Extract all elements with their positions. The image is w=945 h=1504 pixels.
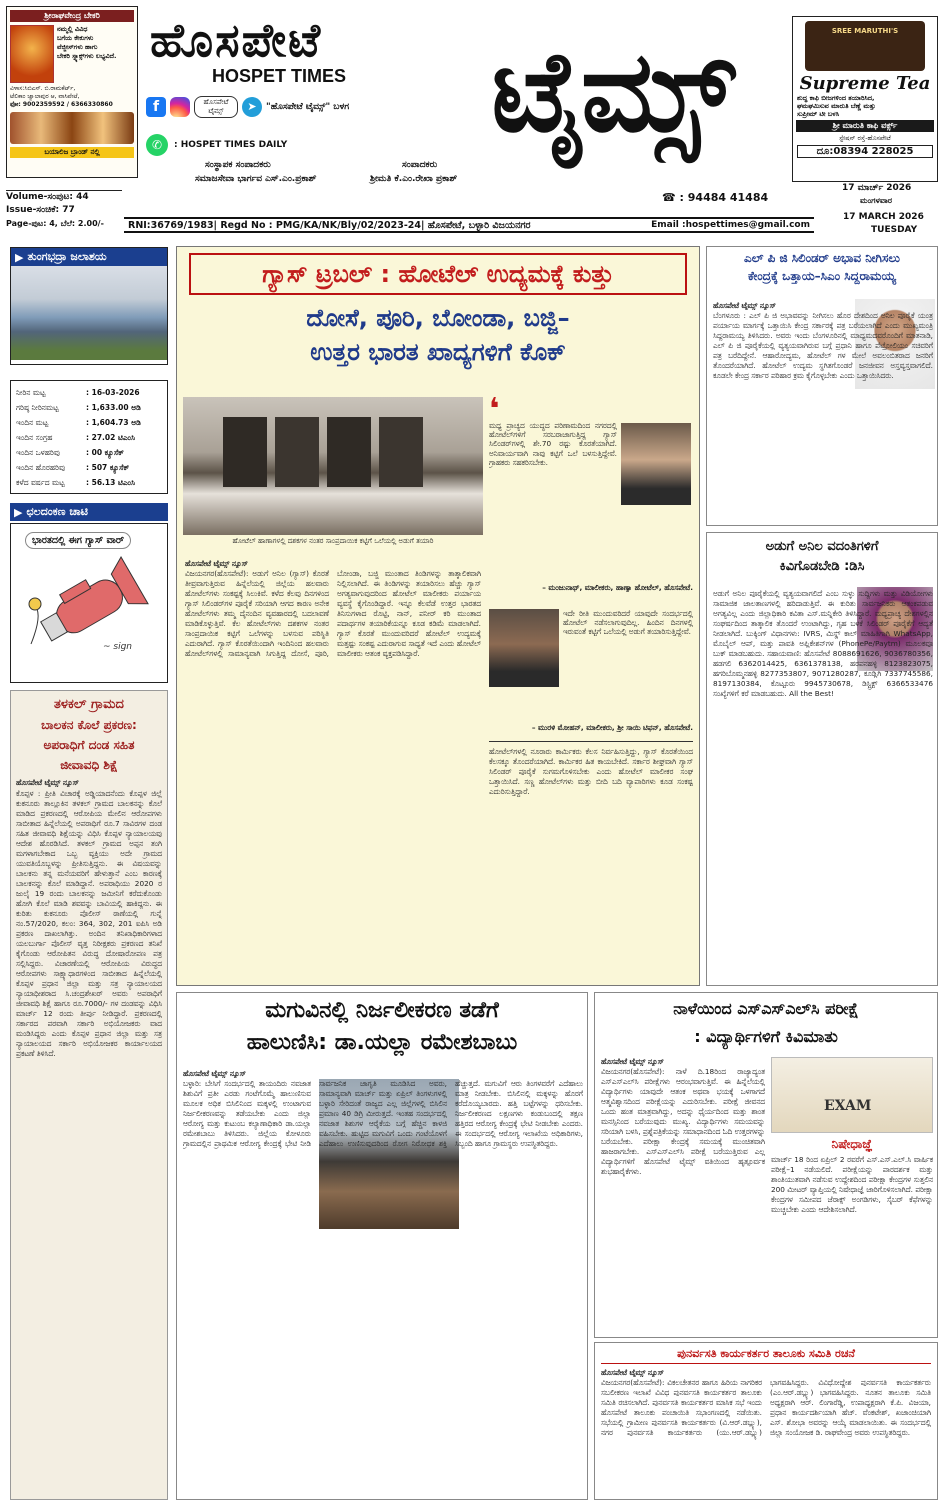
main-story-body: ವಿಜಯನಗರ(ಹೊಸಪೇಟೆ): ಅಡುಗೆ ಅನಿಲ (ಗ್ಯಾಸ್) ಕೊರತೆ ತೀವ್ರವಾಗುತ್ತಿರುವ ಹಿನ್ನೆಲೆಯಲ್ಲಿ ಜಿಲ್ಲೆಯ ಹಲವಾರು ಹೋಟೆಲ್‌ಗಳು ಸಂಕಷ್ಟಕ್ಕೆ ಸಿಲುಕಿವೆ. ಕಳೆದ ಕೆಲವು ದಿನಗಳಿಂದ ಗ್ಯಾಸ್ ಸಿಲಿಂಡರ್‌ಗಳ ಪೂರೈಕೆ ಸರಿಯಾಗಿ ಆಗದ ಕಾರಣ ಅನೇಕ ಹೋಟೆಲ್‌ಗಳು ತಮ್ಮ ದೈನಂದಿನ ವ್ಯವಹಾರದಲ್ಲಿ ಬದಲಾವಣೆ ಮಾಡಿಕೊಳ್ಳುತ್ತಿವೆ. ಕೆಲ ಹೋಟೆಲ್‌ಗಳು ದಶಕಗಳ ನಂತರ ಸಾಂಪ್ರದಾಯಿಕ ಕಟ್ಟಿಗೆ ಒಲೆಗಳನ್ನು ಬಳಸುವ ಪರಿಸ್ಥಿತಿ ಎದುರಾಗಿದೆ. ಗ್ಯಾಸ್ ಕೊರತೆಯಿಂದಾಗಿ ಇಂದಿನಿಂದ ಹಲವಾರು ಹೋಟೆಲ್‌ಗಳಲ್ಲಿ ಸಾಮಾನ್ಯವಾಗಿ ಸಿಗುತ್ತಿದ್ದ ದೋಸೆ, ಪೂರಿ, ಬೋಂಡಾ, ಬಜ್ಜಿ ಮುಂತಾದ ತಿಂಡಿಗಳನ್ನು ತಾತ್ಕಾಲಿಕವಾಗಿ ನಿಲ್ಲಿಸಲಾಗಿದೆ. ಈ ತಿಂಡಿಗಳನ್ನು ತಯಾರಿಸಲು ಹೆಚ್ಚು ಗ್ಯಾಸ್ ಅಗತ್ಯವಾಗುವುದರಿಂದ ಹೋಟೆಲ್ ಮಾಲೀಕರು ಪರ್ಯಾಯ ವ್ಯವಸ್ಥೆ ಕೈಗೊಂಡಿದ್ದಾರೆ. ಇನ್ನೂ ಕೆಲವೆಡೆ ಉತ್ತರ ಭಾರತದ ತಿನಿಸುಗಳಾದ ರೊಟ್ಟಿ, ನಾನ್, ಪನೀರ್ ಕರಿ ಮುಂತಾದ ಪದಾರ್ಥಗಳ ತಯಾರಿಕೆಯನ್ನೂ ಕೂಡ ಕಡಿಮೆ ಮಾಡಲಾಗಿದೆ. ಗ್ಯಾಸ್ ಕೊರತೆ ಮುಂದುವರಿದರೆ ಹೋಟೆಲ್ ಉದ್ಯಮಕ್ಕೆ ಮತ್ತಷ್ಟು ಸಂಕಷ್ಟ ಎದುರಾಗುವ ಸಾಧ್ಯತೆ ಇದೆ ಎಂದು ಹೋಟೆಲ್ ಮಾಲೀಕರು ಆತಂಕ ವ್ಯಕ್ತಪಡಿಸಿದ್ದಾರೆ. [185,569,481,658]
dam-box [10,247,168,365]
dam-stat-row [16,385,162,400]
dc-story [706,532,938,986]
left-story-h2: ಬಾಲಕನ ಕೊಲೆ ಪ್ರಕರಣ: [41,718,137,732]
facebook-icon[interactable]: f [146,97,166,117]
main-story [176,246,700,986]
day-kannada: ಮಂಗಳವಾರ [860,196,893,205]
main-headline: ಗ್ಯಾಸ್ ಟ್ರಬಲ್ : ಹೋಟೆಲ್ ಉದ್ಯಮಕ್ಕೆ ಕುತ್ತು [189,253,687,295]
left-story-byline: ಹೊಸಪೇಟೆ ಟೈಮ್ಸ್ ನ್ಯೂಸ್ [16,778,79,787]
dam-stat-label: ಗರಿಷ್ಠ ನೀರಿನಮಟ್ಟ [16,403,59,412]
telegram-icon[interactable]: ➤ [242,97,262,117]
prohibition-body: ಮಾರ್ಚ್ 18 ರಿಂದ ಏಪ್ರಿಲ್ 2 ರವರೆಗೆ ಎಸ್.ಎಸ್.ಎಲ್.ಸಿ ವಾರ್ಷಿಕ ಪರೀಕ್ಷೆ–1 ನಡೆಯಲಿದೆ. ಪರೀಕ್ಷೆಯನ್ನು ಪಾರದರ್ಶಕ ಮತ್ತು ಶಾಂತಿಯುತವಾಗಿ ನಡೆಸುವ ಉದ್ದೇಶದಿಂದ ಪರೀಕ್ಷಾ ಕೇಂದ್ರಗಳ ಸುತ್ತಲಿನ 200 ಮೀಟರ್ ವ್ಯಾಪ್ತಿಯಲ್ಲಿ ನಿಷೇಧಾಜ್ಞೆ ಜಾರಿಗೊಳಿಸಲಾಗಿದೆ. ಪರೀಕ್ಷಾ ಕೇಂದ್ರಗಳ ಸಮೀಪದ ಜೆರಾಕ್ಸ್ ಅಂಗಡಿಗಳು, ಸೈಬರ್ ಕೆಫೆಗಳನ್ನು ಮುಚ್ಚಬೇಕು ಎಂದು ಆದೇಶಿಸಲಾಗಿದೆ. [771,1155,933,1214]
social-row-2 [146,134,287,156]
quote1-name: – ಮಂಜುನಾಥ್, ಮಾಲೀಕರು, ಹಾಣ್ಯಾ ಹೋಟೆಲ್, ಹೊಸಪೇಟೆ. [542,583,693,592]
bakery-ad-line: ವೆಜ್ಜೀಸ್‌ಗಳು ಹಾಗು [57,43,98,51]
dam-stat-label: ಇಂದಿನ ಒಳಹರಿವು [16,448,60,457]
issue-number: Issue-ಸಂಚಿಕೆ: 77 [6,205,75,215]
date-english: 17 MARCH 2026 [843,212,924,222]
gas-stove-photo [183,397,483,535]
photo-caption: ಹೋಟೆಲ್ ಹಾಣಾಗಳಲ್ಲಿ ದಶಕಗಳ ನಂತರ ಸಾಂಪ್ರದಾಯಿಕ ಕಟ್ಟಿಗೆ ಒಲೆಯಲ್ಲಿ ಅಡುಗೆ ತಯಾರಿ [232,537,434,545]
dam-stat-label: ಇಂದಿನ ಸಂಗ್ರಹ [16,433,53,442]
quote2-name: – ಮುರಳಿ ಮೋಹನ್, ಮಾಲೀಕರು, ಶ್ರೀ ಸಾಯಿ ಟಿಫನ್, ಹೊಸಪೇಟೆ. [531,723,693,732]
dc-story-h2: ಕಿವಿಗೊಡಬೇಡಿ :ಡಿಸಿ [779,559,865,574]
cm-story-body: ಬೆಂಗಳೂರು : ಎಲ್ ಪಿ ಜಿ ಅಭಾವವನ್ನು ನೀಗಿಸಲು ಹೊರ ದೇಶದಿಂದ ಅನಿಲ ಪೂರೈಕೆ ಯಂತ್ರ ಪರ್ಯಾಯ ಮಾರ್ಗಕ್ಕೆ ಒತ್ತಾಯಿಸಿ ಕೇಂದ್ರ ಸರ್ಕಾರಕ್ಕೆ ಪತ್ರ ಬರೆಯಲಾಗಿದೆ ಎಂದು ಮುಖ್ಯಮಂತ್ರಿ ಸಿದ್ದರಾಮಯ್ಯ ತಿಳಿಸಿದರು. ಅವರು ಇಂದು ಬೆಂಗಳೂರಿನಲ್ಲಿ ಮಾಧ್ಯಮದವರೊಂದಿಗೆ ಮಾತನಾಡಿ, ಎಲ್ ಪಿ ಜಿ ಪೂರೈಕೆಯಲ್ಲಿ ವ್ಯತ್ಯಯವಾಗಿರುವ ಬಗ್ಗೆ ಪ್ರಧಾನಿ ಹಾಗೂ ಪೆಟ್ರೋಲಿಯಂ ಸಚಿವರಿಗೆ ಪತ್ರ ಬರೆದಿದ್ದೇನೆ. ಆಹಾರೋದ್ಯಮ, ಹೋಟೆಲ್ ಗಳ ಮೇಲೆ ಅವಲಂಬಿತರಾದ ಜನರಿಗೆ ತೊಂದರೆಯಾಗಿದೆ. ಹೋಟೆಲ್ ಉದ್ಯಮ ಸ್ಥಗಿತಗೊಂಡರೆ ಜನಜೀವನ ಅಸ್ತವ್ಯಸ್ತವಾಗಲಿದೆ. ಕೂಡಲೇ ಕೇಂದ್ರ ಸರ್ಕಾರ ಪರಿಹಾರ ಕ್ರಮ ಕೈಗೊಳ್ಳಬೇಕು ಎಂದು ಒತ್ತಾಯಿಸಿದರು. [713,311,933,380]
deity-image [10,25,54,83]
bakery-ad-line: ಫೋ: 9002359592 / 6366330860 [10,101,113,108]
arrow-right-icon: ▶ [15,250,24,264]
doctor-story [176,992,588,1500]
bakery-ad-line: ನಮ್ಮಲ್ಲಿ ವಿವಿಧ [57,25,88,33]
cartoon-title-text: ಛಲದಂಕಣ ಚಾಟಿ [26,505,88,518]
tea-shop-name: ಶ್ರೀ ಮಾರುತಿ ಕಾಫಿ ವರ್ಕ್ಸ್ [796,120,934,132]
main-subheadline-2: ಉತ್ತರ ಭಾರತ ಖಾದ್ಯಗಳಿಗೆ ಕೊಕ್ [310,338,566,366]
sslc-story-byline: ಹೊಸಪೇಟೆ ಟೈಮ್ಸ್ ನ್ಯೂಸ್ [601,1057,664,1066]
owner2-photo [489,609,559,687]
title-kannada-small: ಹೊಸಪೇಟೆ [150,13,323,67]
tea-ad-line: ಶುದ್ಧ ಕಾಫಿ ಬೀಜಗಳಿಂದ ತಯಾರಿಸಿದ, [797,94,875,102]
tea-ad-line: ಸುಪ್ರೀಮ್ ಟೀ ಬಳಸಿ [797,110,840,118]
registration-bar [124,217,814,233]
dam-stats-table [10,380,168,494]
day-english: TUESDAY [871,225,918,235]
left-story-h4: ಜೀವಾವಧಿ ಶಿಕ್ಷೆ [60,758,118,772]
dam-stat-label: ಇಂದಿನ ಮಟ್ಟ [16,418,49,427]
tea-shop-address: ಸ್ಟೇಷನ್ ರಸ್ತೆ-ಹೊಸಪೇಟೆ [839,134,891,142]
exam-illustration [771,1057,933,1133]
cm-story-h1: ಎಲ್ ಪಿ ಜಿ ಸಿಲಿಂಡರ್ ಅಭಾವ ನೀಗಿಸಲು [744,251,900,265]
left-story-h3: ಅಪರಾಧಿಗೆ ದಂಡ ಸಹಿತ [43,738,135,752]
left-bakery-ad [6,6,138,178]
dam-stat-row [16,415,162,430]
bakery-ad-title: ಶ್ರೀರಾಘವೇಂದ್ರ ಬೇಕರಿ [10,10,134,22]
title-kannada-big: ಟೈಮ್ಸ್ [491,27,735,157]
sslc-story-body: ವಿಜಯನಗರ(ಹೊಸಪೇಟೆ): ನಾಳೆ ದಿ.18ರಿಂದ ರಾಜ್ಯಾದ್ಯಂತ ಎಸ್‌ಎಸ್‌ಎಲ್‌ಸಿ ಪರೀಕ್ಷೆಗಳು ಆರಂಭವಾಗುತ್ತಿವೆ. ಈ ಹಿನ್ನೆಲೆಯಲ್ಲಿ ವಿದ್ಯಾರ್ಥಿಗಳು ಯಾವುದೇ ಆತಂಕ ಅಥವಾ ಭಯಕ್ಕೆ ಒಳಗಾಗದೆ ಆತ್ಮವಿಶ್ವಾಸದಿಂದ ಪರೀಕ್ಷೆಯನ್ನು ಎದುರಿಸಬೇಕು. ಪರೀಕ್ಷೆ ಜೀವನದ ಒಂದು ಹಂತ ಮಾತ್ರವಾಗಿದ್ದು, ಅದನ್ನು ಧೈರ್ಯದಿಂದ ಮತ್ತು ಶಾಂತ ಮನಸ್ಸಿನಿಂದ ಬರೆಯುವುದು ಮುಖ್ಯ. ವಿದ್ಯಾರ್ಥಿಗಳು ಸಮಯವನ್ನು ಸರಿಯಾಗಿ ಬಳಸಿ, ಪ್ರಶ್ನೆಪತ್ರಿಕೆಯನ್ನು ಸಮಾಧಾನದಿಂದ ಓದಿ ಉತ್ತರಗಳನ್ನು ಬರೆಯಬೇಕು. ಪರೀಕ್ಷಾ ಕೇಂದ್ರಕ್ಕೆ ಸಮಯಕ್ಕೆ ಮುಂಚಿತವಾಗಿ ಹಾಜರಾಗಬೇಕು. ಎಸ್‌ಎಸ್‌ಎಲ್‌ಸಿ ಪರೀಕ್ಷೆ ಬರೆಯುತ್ತಿರುವ ಎಲ್ಲ ವಿದ್ಯಾರ್ಥಿಗಳಿಗೆ ಹೊಸಪೇಟೆ ಟೈಮ್ಸ್ ವತಿಯಿಂದ ಹೃತ್ಪೂರ್ವಕ ಶುಭಹಾರೈಕೆಗಳು. [601,1067,765,1176]
cake-images [10,112,134,144]
editor-label: ಸಂಪಾದಕರು [402,160,438,170]
cm-story [706,246,938,526]
dc-story-h1: ಅಡುಗೆ ಅನಿಲ ವದಂತಿಗಳಿಗೆ [765,539,879,554]
dam-stat-value: : 507 ಕ್ಯೂಸೆಕ್ [86,463,130,472]
dam-stat-row [16,475,162,490]
bakery-ad-line: ಬೇಕರಿ ಸ್ನ್ಯಾಕ್ಸ್‌ಗಳು ಲಭ್ಯವಿದೆ. [57,52,117,60]
bakery-ad-line: ಟೆಲಿಕಾಂ ಜ್ವಾಲಾಪುರ ಆ, ವಾಸಿಪೇಟೆ, [10,93,80,100]
cm-story-byline: ಹೊಸಪೇಟೆ ಟೈಮ್ಸ್ ನ್ಯೂಸ್ [713,301,776,310]
dam-stat-value: : 27.02 ಟಿಎಂಸಿ [86,433,135,442]
dam-title-text: ತುಂಗಭದ್ರಾ ಜಲಾಶಯ [27,250,107,263]
whatsapp-group-name[interactable]: : HOSPET TIMES DAILY [174,140,288,150]
right-tea-ad [792,16,938,182]
svg-text:~ sign: ~ sign [103,642,133,652]
quote1-text: ಮಧ್ಯ ಪ್ರಾಚ್ಯದ ಯುದ್ಧದ ಪರಿಣಾಮದಿಂದ ನಗರದಲ್ಲಿ ಹೋಟೆಲ್‌ಗಳಿಗೆ ಸರಬರಾಜಾಗುತ್ತಿದ್ದ ಗ್ಯಾಸ್ ಸಿಲಿಂಡರ್‌ಗಳಲ್ಲಿ ಶೇ.70 ರಷ್ಟು ಕೊರತೆಯಾಗಿದೆ. ಅನಿವಾರ್ಯವಾಗಿ ನಾವು ಕಟ್ಟಿಗೆ ಒಲೆ ಬಳಸುತ್ತಿದ್ದೇವೆ. ಗ್ರಾಹಕರು ಸಹಕರಿಸಬೇಕು. [489,421,617,467]
tea-ad-line: ಘಮಘಮಿಸುವ ಮಾರುತಿ ಬೆಣ್ಣೆ ಮತ್ತು [797,102,876,110]
left-story-headline [11,691,167,775]
cartoon-drawing [11,549,167,659]
tea-product-name: Supreme Tea [799,73,931,94]
founder-label: ಸಂಸ್ಥಾಪಕ ಸಂಪಾದಕರು [205,160,271,170]
social-row-1 [146,96,349,118]
cartoon-caption: ಭಾರತದಲ್ಲಿ ಈಗ ಗ್ಯಾಸ್ ವಾರ್ [25,532,131,549]
tea-shop-phone: ದೂ:08394 228025 [797,145,933,158]
prohibition-title: ನಿಷೇಧಾಜ್ಞೆ [831,1137,873,1151]
editor-name: ಶ್ರೀಮತಿ ಕೆ.ಎಂ.ರೇಖಾ ಪ್ರಕಾಶ್ [370,174,458,184]
left-story-body: ಕೊಪ್ಪಳ : ಪ್ರೀತಿ ವಿಚಾರಕ್ಕೆ ಅಡ್ಡಿಯಾದನೆಂದು ಕೊಪ್ಪಳ ಜಿಲ್ಲೆ ಕುಕನೂರು ತಾಲ್ಲೂಕಿನ ತಳಕಲ್ ಗ್ರಾಮದ ಬಾಲಕನನ್ನು ಕೊಲೆ ಮಾಡಿದ ಪ್ರಕರಣದಲ್ಲಿ ಆರೋಪಿಯ ಮೇಲಿನ ಆರೋಪಗಳು ಸಾಬೀತಾದ ಹಿನ್ನೆಲೆಯಲ್ಲಿ ಅಪರಾಧಿಗೆ ರೂ.7 ಸಾವಿರಗಳ ದಂಡ ಸಹಿತ ಜೀವಾವಧಿ ಶಿಕ್ಷೆಯನ್ನು ವಿಧಿಸಿ ಕೊಪ್ಪಳ ನ್ಯಾಯಾಲಯವು ಆದೇಶ ಹೊರಡಿಸಿದೆ. ತಳಕಲ್ ಗ್ರಾಮದ ಅಪ್ಪನ ತಂಗಿ ಮಗಳಾಗಬೇಕಾದ ಒಬ್ಬ ವ್ಯಕ್ತಿಯು ಅದೇ ಗ್ರಾಮದ ಯುವತಿಯೊಬ್ಬಳನ್ನು ಪ್ರೀತಿಸುತ್ತಿದ್ದನು. ಈ ವಿಷಯವನ್ನು ಬಾಲಕನು ತನ್ನ ಮನೆಯವರಿಗೆ ಹೇಳುತ್ತಾನೆ ಎಂಬ ಕಾರಣಕ್ಕೆ ಬಾಲಕನನ್ನು ಕೊಲೆ ಮಾಡಿದ್ದಾನೆ. ಅಪರಾಧಿಯು 2020 ರ ಜುಲೈ 19 ರಂದು ಬಾಲಕನನ್ನು ಜಮೀನಿಗೆ ಕರೆದುಕೊಂಡು ಹೋಗಿ ಕೊಲೆ ಮಾಡಿ ಶವವನ್ನು ಬಾವಿಯಲ್ಲಿ ಹಾಕಿದ್ದನು. ಈ ಕುರಿತು ಕುಕನೂರು ಪೊಲೀಸ್ ಠಾಣೆಯಲ್ಲಿ ಗುನ್ನೆ ನಂ.57/2020, ಕಲಂ: 364, 302, 201 ಐಪಿಸಿ ಅಡಿ ಪ್ರಕರಣ ದಾಖಲಾಗಿತ್ತು. ಅಂದಿನ ತನಿಖಾಧಿಕಾರಿಗಳಾದ ಯಲಬುರ್ಗಾ ಪೊಲೀಸ್ ವೃತ್ತ ನಿರೀಕ್ಷಕರು ಪ್ರಕರಣದ ತನಿಖೆ ಕೈಗೊಂಡು ಆರೋಪಿತನ ವಿರುದ್ಧ ದೋಷಾರೋಪಣ ಪತ್ರ ಸಲ್ಲಿಸಿದ್ದರು. ವಿಚಾರಣೆಯಲ್ಲಿ ಆರೋಪಿಯ ವಿರುದ್ಧದ ಆರೋಪಗಳು ಸಾಕ್ಷ್ಯಾಧಾರಗಳಿಂದ ಸಾಬೀತಾದ ಹಿನ್ನೆಲೆಯಲ್ಲಿ ಕೊಪ್ಪಳ ಪ್ರಧಾನ ಜಿಲ್ಲಾ ಮತ್ತು ಸತ್ರ ನ್ಯಾಯಾಲಯದ ನ್ಯಾಯಾಧೀಶರಾದ ಸಿ.ಚಂದ್ರಶೇಖರ್ ಅವರು ಅಪರಾಧಿಗೆ ಜೀವಾವಧಿ ಶಿಕ್ಷೆ ಹಾಗೂ ರೂ.7000/- ಗಳ ದಂಡವನ್ನು ವಿಧಿಸಿ ಮಾರ್ಚ್ 12 ರಂದು ತೀರ್ಪು ನೀಡಿದ್ದಾರೆ. ಪ್ರಕರಣದಲ್ಲಿ ಸರ್ಕಾರದ ಪರವಾಗಿ ಸರ್ಕಾರಿ ಅಭಿಯೋಜಕರು ವಾದ ಮಂಡಿಸಿದ್ದರು ಎಂದು ಕೊಪ್ಪಳ ಪ್ರಧಾನ ಜಿಲ್ಲಾ ಮತ್ತು ಸತ್ರ ನ್ಯಾಯಾಲಯದ ಸರ್ಕಾರಿ ಅಭಿಯೋಜಕರ ಕಾರ್ಯಾಲಯದ ಪ್ರಕಟಣೆ ತಿಳಿಸಿದೆ. [16,789,162,1059]
dam-stat-value: : 16-03-2026 [86,388,140,397]
title-english: HOSPET TIMES [212,66,347,86]
volume-info [6,190,122,230]
main-story-byline: ಹೊಸಪೇಟೆ ಟೈಮ್ಸ್ ನ್ಯೂಸ್ [185,559,248,568]
dam-stat-label: ಕಳೆದ ವರ್ಷದ ಮಟ್ಟ [16,478,65,487]
left-story-h1: ತಳಕಲ್ ಗ್ರಾಮದ [54,697,124,712]
exam-label: EXAM [824,1098,872,1114]
tea-ad-brand [805,21,925,71]
cartoon-title [10,503,168,521]
divider [489,741,693,742]
volume-number: Volume-ಸಂಪುಟ: 44 [6,192,89,202]
dc-story-body: ಅಡುಗೆ ಅನಿಲ ಪೂರೈಕೆಯಲ್ಲಿ ವ್ಯತ್ಯಯವಾಗಲಿದೆ ಎಂಬ ಸುಳ್ಳು ಸುದ್ದಿಗಳು ಮತ್ತು ವಿಡಿಯೋಗಳು ಸಾಮಾಜಿಕ ಜಾಲತಾಣಗಳಲ್ಲಿ ಹರಿದಾಡುತ್ತಿವೆ. ಈ ಕುರಿತು ಸಾರ್ವಜನಿಕರು ಆತಂಕಪಡುವ ಅಗತ್ಯವಿಲ್ಲ ಎಂದು ಜಿಲ್ಲಾಧಿಕಾರಿ ಕವಿತಾ ಎಸ್.ಮನ್ನಿಕೇರಿ ತಿಳಿಸಿದ್ದಾರೆ. ಮಧ್ಯಪ್ರಾಚ್ಯ ದೇಶಗಳಲ್ಲಿನ ಸಂಘರ್ಷದಿಂದ ತಾತ್ಕಾಲಿಕ ತೊಂದರೆ ಉಂಟಾಗಿದ್ದು, ಗೃಹ ಬಳಕೆ ಸಿಲಿಂಡರ್ ಪೂರೈಕೆಗೆ ಆದ್ಯತೆ ನೀಡಲಾಗಿದೆ. ಬುಕ್ಕಿಂಗ್ ವಿಧಾನಗಳು: IVRS, ಮಿಸ್ಡ್ ಕಾಲ್ ಮಾಹಿತಿಗಾಗಿ WhatsApp, ಮೊಬೈಲ್ ಆಪ್, ಮತ್ತು ಪಾವತಿ ಅಪ್ಲಿಕೇಶನ್‌ಗಳ (PhonePe/Paytm) ಮೂಲಕವೂ ಬುಕ್ ಮಾಡಬಹುದು. ಸಹಾಯವಾಣಿ: ಹೊಸಪೇಟೆ 8088691626, 9036780356, ಹಡಗಲಿ 6362014425, 6361378138, ಹರಪನಹಳ್ಳಿ 8123823075, ಹಗರಿಬೊಮ್ಮನಹಳ್ಳಿ 8277353807, 9071280287, ಕೂಡ್ಲಿಗಿ 7337745586, 8197130384, ಕೊಟ್ಟೂರು 9945730678, ಡಿಸ್ಟ್ರಿಕ್ಟ್ 6366533476 ಸಂಖ್ಯೆಗಳಿಗೆ ಕರೆ ಮಾಡಬಹುದು. All the Best! [713,589,933,698]
registration-line: RNI:36769/1983| Regd No : PMG/KA/NK/Bly/02/2023-24| ಹೊಸಪೇಟೆ, ಬಳ್ಳಾರಿ ವಿಜಯನಗರ [128,219,531,231]
phone-number: ☎ : 94484 41484 [662,191,769,204]
arrow-right-icon: ▶ [14,505,23,519]
tea-brand-name: SREE MARUTHI'S [831,27,899,35]
bakery-ad-line: ಬಗೆಯ ಕೇಕುಗಳು [57,34,94,42]
doctor-story-byline: ಹೊಸಪೇಟೆ ಟೈಮ್ಸ್ ನ್ಯೂಸ್ [183,1069,246,1078]
rehab-story [594,1342,938,1500]
page-price: Page-ಪುಟ: 4, ಬೆಲೆ: 2.00/- [6,219,104,228]
dam-stat-row [16,400,162,415]
quote-mark-icon: ❛ [489,392,500,427]
dam-photo [11,266,167,360]
dam-stat-label: ಇಂದಿನ ಹೊರಹರಿವು [16,463,66,472]
dam-stat-row [16,445,162,460]
cm-story-h2: ಕೇಂದ್ರಕ್ಕೆ ಒತ್ತಾಯ–ಸಿಎಂ ಸಿದ್ದರಾಮಯ್ಯ [748,269,896,283]
main-subheadline-1: ದೋಸೆ, ಪೂರಿ, ಬೋಂಡಾ, ಬಜ್ಜಿ– [306,304,570,332]
sslc-headline-1: ನಾಳೆಯಿಂದ ಎಸ್‌ಎಸ್‌ಎಲ್‌ಸಿ ಪರೀಕ್ಷೆ [673,999,859,1018]
bakery-ad-line: ವಿಳಾಸ:ಸಿಬಿಎಸ್. ಬಿ.ರಾಮಕೆರ್ಟ್, [10,85,76,92]
main-story-body-2: ಹೋಟೆಲ್‌ಗಳಲ್ಲಿ ನೂರಾರು ಕಾರ್ಮಿಕರು ಕೆಲಸ ನಿರ್ವಹಿಸುತ್ತಿದ್ದು, ಗ್ಯಾಸ್ ಕೊರತೆಯಿಂದ ಕೆಲಸಕ್ಕೂ ತೊಂದರೆಯಾಗಿದೆ. ಕಾರ್ಮಿಕರ ಹಿತ ಕಾಯಬೇಕಿದೆ. ಸರ್ಕಾರ ಶೀಘ್ರವಾಗಿ ಗ್ಯಾಸ್ ಸಿಲಿಂಡರ್ ಪೂರೈಕೆ ಸುಗಮಗೊಳಿಸಬೇಕು ಎಂದು ಹೋಟೆಲ್ ಮಾಲೀಕರ ಸಂಘ ಒತ್ತಾಯಿಸಿದೆ. ಸಣ್ಣ ಹೋಟೆಲ್‌ಗಳು ಮತ್ತು ಬೀದಿ ಬದಿ ವ್ಯಾಪಾರಿಗಳು ಕೂಡ ಸಂಕಷ್ಟ ಎದುರಿಸುತ್ತಿದ್ದಾರೆ. [489,747,693,796]
dam-stat-value: : 1,633.00 ಅಡಿ [86,403,141,412]
email-address[interactable]: Email :hospettimes@gmail.com [651,220,810,230]
owner1-photo [621,423,691,505]
rehab-story-byline: ಹೊಸಪೇಟೆ ಟೈಮ್ಸ್ ನ್ಯೂಸ್ [601,1368,664,1377]
rehab-story-body: ವಿಜಯನಗರ(ಹೊಸಪೇಟೆ): ವಿಕಲಚೇತನರ ಹಾಗೂ ಹಿರಿಯ ನಾಗರಿಕರ ಸಬಲೀಕರಣ ಇಲಾಖೆ ವಿವಿಧ ಪುನರ್ವಸತಿ ಕಾರ್ಯಕರ್ತರ ತಾಲೂಕು ಸಮಿತಿ ರಚಿಸಲಾಗಿದೆ. ಪುನರ್ವಸತಿ ಕಾರ್ಯಕರ್ತರ ಮಾಸಿಕ ಸಭೆ ಇಂದು ಹೊಸಪೇಟೆ ತಾಲೂಕು ಪಂಚಾಯಿತಿ ಸಭಾಂಗಣದಲ್ಲಿ ನಡೆಯಿತು. ಸಭೆಯಲ್ಲಿ ಗ್ರಾಮೀಣ ಪುನರ್ವಸತಿ ಕಾರ್ಯಕರ್ತರು (ವಿ.ಆರ್.ಡಬ್ಲ್ಯು), ನಗರ ಪುನರ್ವಸತಿ ಕಾರ್ಯಕರ್ತರು (ಯು.ಆರ್.ಡಬ್ಲ್ಯು) ಭಾಗವಹಿಸಿದ್ದರು. ವಿವಿಧೋದ್ದೇಶ ಪುನರ್ವಸತಿ ಕಾರ್ಯಕರ್ತರು (ಎಂ.ಆರ್.ಡಬ್ಲ್ಯು) ಭಾಗವಹಿಸಿದ್ದರು. ನೂತನ ತಾಲೂಕು ಸಮಿತಿ ಅಧ್ಯಕ್ಷರಾಗಿ ಆರ್. ಲಿಂಗಾರೆಡ್ಡಿ, ಉಪಾಧ್ಯಕ್ಷರಾಗಿ ಕೆ.ಪಿ. ವಿಜಯಾ, ಪ್ರಧಾನ ಕಾರ್ಯದರ್ಶಿಯಾಗಿ ಹೆಚ್. ವೆಂಕಟೇಶ್, ಖಜಾಂಚಿಯಾಗಿ ಎಸ್. ಶೋಭಾ ಅವರನ್ನು ಆಯ್ಕೆ ಮಾಡಲಾಯಿತು. ಈ ಸಂದರ್ಭದಲ್ಲಿ ಜಿಲ್ಲಾ ಸಂಯೋಜಕ ಡಿ. ರಾಘವೇಂದ್ರ ಅವರು ಉಪಸ್ಥಿತರಿದ್ದರು. [601,1378,931,1438]
dam-stat-row [16,430,162,445]
rehab-headline: ಪುನರ್ವಸತಿ ಕಾರ್ಯಕರ್ತರ ತಾಲೂಕು ಸಮಿತಿ ರಚನೆ [601,1345,931,1364]
left-story [10,690,168,1500]
date-kannada: 17 ಮಾರ್ಚ್ 2026 [842,183,912,193]
quote2-text: ಇದೇ ರೀತಿ ಮುಂದುವರಿದರೆ ಯಾವುದೇ ಸಂದರ್ಭದಲ್ಲಿ ಹೋಟೆಲ್ ನಡೆಸಲಾಗುವುದಿಲ್ಲ. ಹಿಂದಿನ ದಿನಗಳಲ್ಲಿ ಇರುವಂತೆ ಕಟ್ಟಿಗೆ ಒಲೆಯಲ್ಲಿ ಅಡುಗೆ ತಯಾರಿಸುತ್ತಿದ್ದೇವೆ. [563,609,693,637]
doctor-headline-2: ಹಾಲುಣಿಸಿ: ಡಾ.ಯಲ್ಲಾ ರಮೇಶಬಾಬು [246,1030,518,1055]
cartoon-box [10,523,168,683]
dam-stat-label: ನೀರಿನ ಮಟ್ಟ [16,388,46,397]
dam-stat-value: : 1,604.73 ಅಡಿ [86,418,141,427]
sslc-story [594,992,938,1338]
founder-name: ಸಮಾಜಸೇವಾ ಭಾರ್ಗವ ಎಸ್.ಎಂ.ಪ್ರಕಾಶ್ [195,174,317,184]
stove-shapes [223,417,423,487]
sslc-headline-2: : ವಿದ್ಯಾರ್ಥಿಗಳಿಗೆ ಕಿವಿಮಾತು [694,1027,838,1046]
instagram-icon[interactable] [170,97,190,117]
whatsapp-icon[interactable]: ✆ [146,134,168,156]
dam-stat-row [16,460,162,475]
facebook-page-name[interactable]: ಹೊಸಪೇಟೆ ಟೈಮ್ಸ್ [194,96,238,118]
telegram-group-name[interactable]: "ಹೊಸಪೇಟೆ ಟೈಮ್ಸ್" ಬಳಗ [266,102,350,112]
dam-stat-value: : 56.13 ಟಿಎಂಸಿ [86,478,135,487]
dam-stat-value: : 00 ಕ್ಯೂಸೆಕ್ [86,448,124,457]
doctor-headline-1: ಮಗುವಿನಲ್ಲಿ ನಿರ್ಜಲೀಕರಣ ತಡೆಗೆ [265,998,499,1023]
doctor-story-body: ಬಳ್ಳಾರಿ: ಬೇಸಿಗೆ ಸಂದರ್ಭದಲ್ಲಿ ತಾಯಂದಿರು ನವಜಾತ ಶಿಶುವಿಗೆ ಪ್ರತೀ ಎರಡು ಗಂಟೆಗೊಮ್ಮೆ ಹಾಲುಣಿಸುವ ಮೂಲಕ ಅಧಿಕ ಬಿಸಿಲಿನಿಂದ ಮಕ್ಕಳಲ್ಲಿ ಉಂಟಾಗುವ ನಿರ್ಜಲೀಕರಣವನ್ನು ತಡೆಯಬೇಕು ಎಂದು ಜಿಲ್ಲಾ ಆರೋಗ್ಯ ಮತ್ತು ಕುಟುಂಬ ಕಲ್ಯಾಣಾಧಿಕಾರಿ ಡಾ.ಯಲ್ಲಾ ರಮೇಶಬಾಬು ತಿಳಿಸಿದರು. ಜಿಲ್ಲೆಯ ಕೋಳೂರು ಗ್ರಾಮದಲ್ಲಿನ ಪ್ರಾಥಮಿಕ ಆರೋಗ್ಯ ಕೇಂದ್ರಕ್ಕೆ ಭೇಟಿ ನೀಡಿ ಸಾರ್ವಜನಿಕ ಜಾಗೃತಿ ಮೂಡಿಸಿದ ಅವರು, ಸಾಮಾನ್ಯವಾಗಿ ಮಾರ್ಚ್ ಮತ್ತು ಏಪ್ರಿಲ್ ತಿಂಗಳುಗಳಲ್ಲಿ ಬಳ್ಳಾರಿ ಸೇರಿದಂತೆ ರಾಜ್ಯದ ಎಲ್ಲ ಜಿಲ್ಲೆಗಳಲ್ಲಿ ಬಿಸಿಲಿನ ಪ್ರಮಾಣ 40 ಡಿಗ್ರಿ ಮೀರುತ್ತದೆ. ಇಂತಹ ಸಂದರ್ಭದಲ್ಲಿ ನವಜಾತ ಶಿಶುಗಳ ಆರೈಕೆಯ ಬಗ್ಗೆ ಹೆಚ್ಚಿನ ಕಾಳಜಿ ವಹಿಸಬೇಕು. ಹುಟ್ಟಿದ ಮಗುವಿಗೆ ಒಂದು ಗಂಟೆಯೊಳಗೆ ಎದೆಹಾಲು ಉಣಿಸುವುದರಿಂದ ರೋಗ ನಿರೋಧಕ ಶಕ್ತಿ ಹೆಚ್ಚುತ್ತದೆ. ಮಗುವಿಗೆ ಆರು ತಿಂಗಳವರೆಗೆ ಎದೆಹಾಲು ಮಾತ್ರ ನೀಡಬೇಕು. ಬಿಸಿಲಿನಲ್ಲಿ ಮಕ್ಕಳನ್ನು ಹೊರಗೆ ಕರೆದೊಯ್ಯಬಾರದು. ಹತ್ತಿ ಬಟ್ಟೆಗಳನ್ನು ಧರಿಸಬೇಕು. ನಿರ್ಜಲೀಕರಣದ ಲಕ್ಷಣಗಳು ಕಂಡುಬಂದಲ್ಲಿ ತಕ್ಷಣ ಹತ್ತಿರದ ಆರೋಗ್ಯ ಕೇಂದ್ರಕ್ಕೆ ಭೇಟಿ ನೀಡಬೇಕು ಎಂದರು. ಈ ಸಂದರ್ಭದಲ್ಲಿ ಆರೋಗ್ಯ ಇಲಾಖೆಯ ಅಧಿಕಾರಿಗಳು, ಸಿಬ್ಬಂದಿ ಹಾಗೂ ಗ್ರಾಮಸ್ಥರು ಉಪಸ್ಥಿತರಿದ್ದರು. [183,1079,583,1148]
dam-title [11,248,167,266]
bakery-ad-footer: ಬಯಾಲಿಜ ಬ್ರಾಂಡ್ ನಲ್ಲಿ [10,147,134,158]
